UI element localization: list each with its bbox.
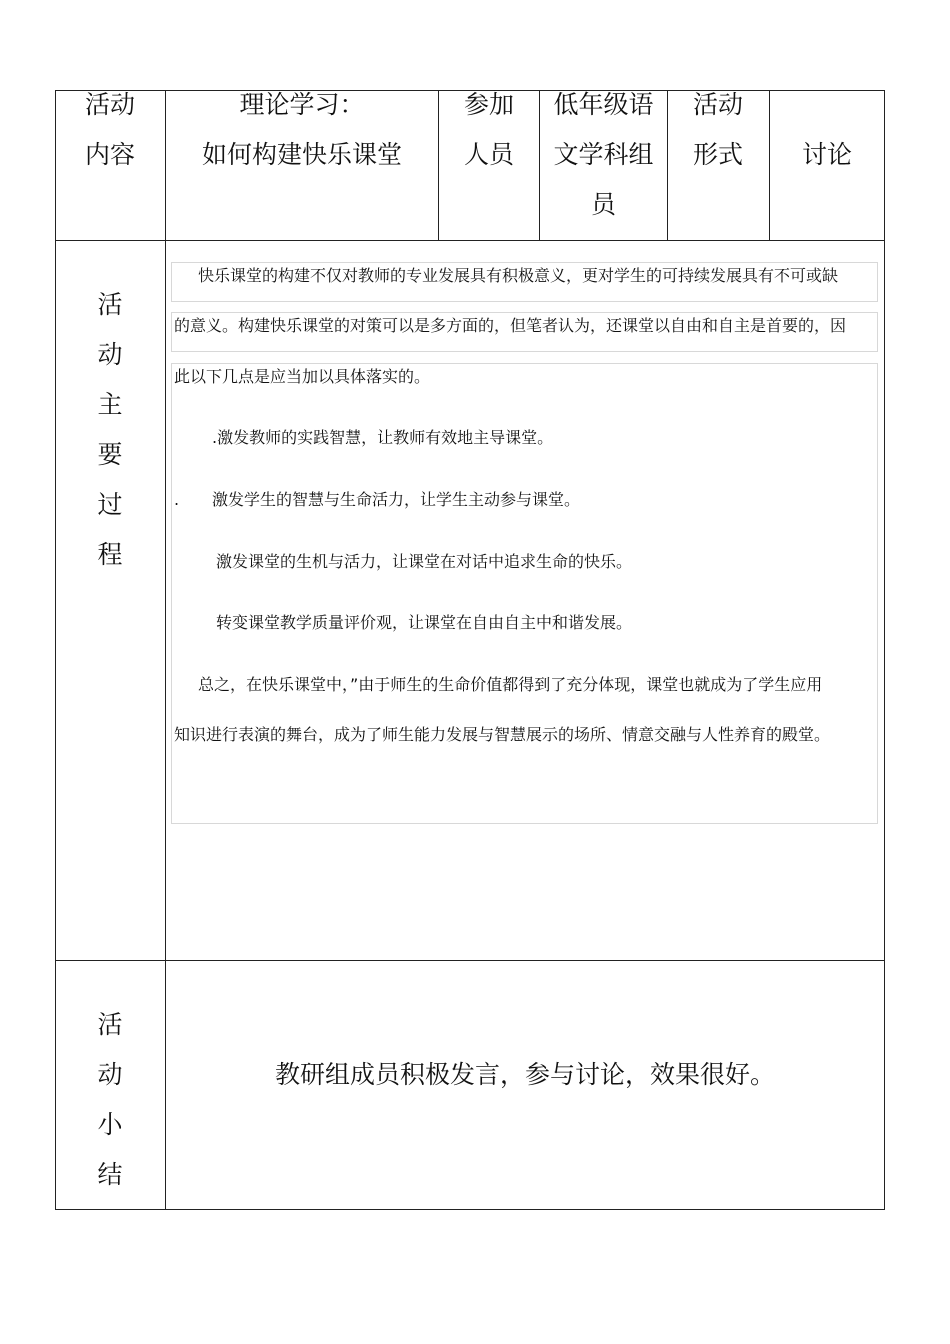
process-point-2-marker: . [174, 490, 180, 509]
conclusion-label-char-2: 动 [97, 1060, 123, 1089]
process-label-char-3: 主 [97, 390, 123, 419]
process-summary-line-1: 总之，在快乐课堂中，”由于师生的生命价值都得到了充分体现，课堂也就成为了学生应用 [198, 675, 823, 694]
process-intro-line-3: 此以下几点是应当加以具体落实的。 [174, 367, 431, 386]
process-label-char-6: 程 [97, 540, 123, 569]
conclusion-label-char-1: 活 [97, 1010, 123, 1039]
topic-line-1: 理论学习： [239, 90, 365, 119]
process-label-char-2: 动 [97, 340, 123, 369]
process-point-2: 激发学生的智慧与生命活力，让学生主动参与课堂。 [212, 490, 581, 509]
topic-line-2: 如何构建快乐课堂 [201, 140, 402, 169]
conclusion-label-char-3: 小 [97, 1110, 123, 1139]
participants-value: 低年级语 文学科组 员 [553, 90, 654, 219]
activity-form-label: 活动 形式 [692, 90, 743, 169]
process-point-4: 转变课堂教学质量评价观，让课堂在自由自主中和谐发展。 [216, 613, 633, 632]
process-label-char-1: 活 [97, 290, 123, 319]
process-point-1: .激发教师的实践智慧，让教师有效地主导课堂。 [212, 428, 554, 447]
process-point-3: 激发课堂的生机与活力，让课堂在对话中追求生命的快乐。 [216, 552, 633, 571]
process-label-char-5: 过 [97, 490, 123, 519]
process-label-char-4: 要 [97, 440, 123, 469]
activity-form-value: 讨论 [801, 140, 852, 169]
conclusion-label-char-4: 结 [97, 1160, 123, 1189]
row-divider-process [55, 960, 885, 961]
activity-content-label: 活动 内容 [84, 90, 135, 169]
participants-label: 参加 人员 [463, 90, 514, 169]
label-column-divider [165, 90, 166, 1210]
row-divider-header [55, 240, 885, 241]
process-intro-line-1: 快乐课堂的构建不仅对教师的专业发展具有积极意义，更对学生的可持续发展具有不可或缺 [198, 266, 839, 285]
process-summary-line-2: 知识进行表演的舞台，成为了师生能力发展与智慧展示的场所、情意交融与人性养育的殿堂。 [174, 725, 831, 744]
conclusion-text: 教研组成员积极发言，参与讨论，效果很好。 [274, 1060, 775, 1089]
process-intro-line-2: 的意义。构建快乐课堂的对策可以是多方面的，但笔者认为，还课堂以自由和自主是首要的，因 [174, 316, 847, 335]
